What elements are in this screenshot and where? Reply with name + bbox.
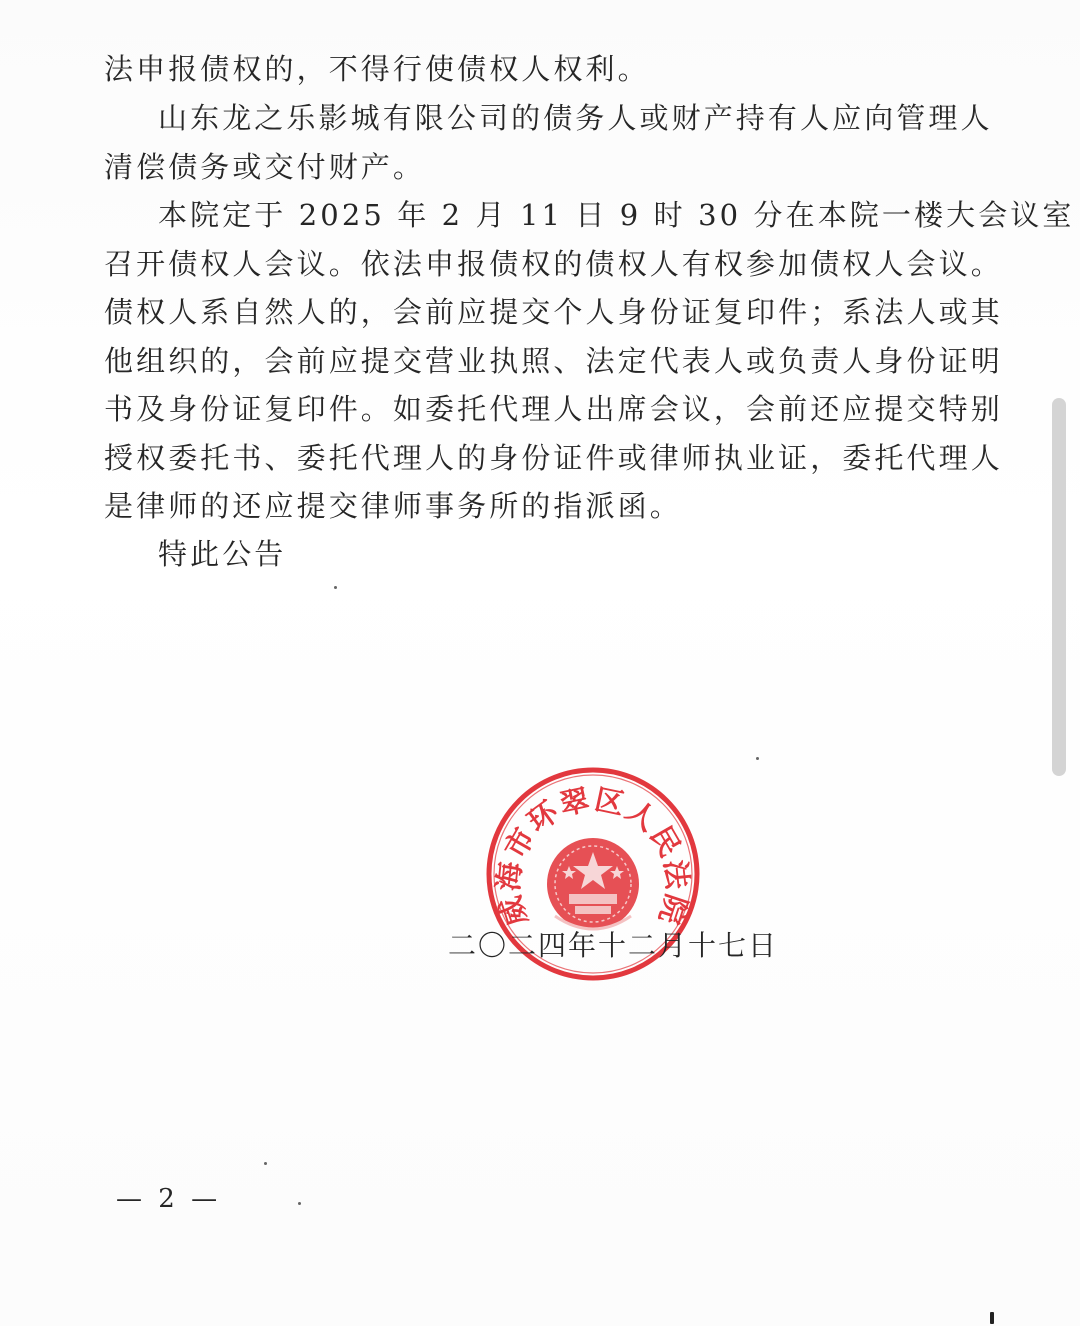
body-line-2: 山东龙之乐影城有限公司的债务人或财产持有人应向管理人: [158, 101, 993, 135]
page-number: — 2 —: [116, 1184, 222, 1214]
body-line-10: 是律师的还应提交律师事务所的指派函。: [104, 489, 682, 523]
body-line-8: 书及身份证复印件。如委托代理人出席会议，会前还应提交特别: [104, 392, 1003, 426]
seal-text: 威海市环翠区人民法院: [490, 781, 696, 931]
body-line-6: 债权人系自然人的，会前应提交个人身份证复印件；系法人或其: [104, 295, 1003, 329]
body-line-9: 授权委托书、委托代理人的身份证件或律师执业证，委托代理人: [104, 441, 1003, 475]
body-line-7: 他组织的，会前应提交营业执照、法定代表人或负责人身份证明: [104, 344, 1003, 378]
body-line-1: 法申报债权的，不得行使债权人权利。: [104, 52, 650, 86]
vertical-scrollbar[interactable]: [1052, 398, 1066, 776]
scan-speck: [298, 1202, 301, 1205]
scan-speck: [756, 757, 759, 760]
closing-line: 特此公告: [158, 537, 287, 571]
issue-date: 二〇二四年十二月十七日: [448, 929, 779, 962]
scan-speck: [264, 1162, 267, 1165]
scan-speck: [990, 1312, 994, 1324]
body-line-3: 清偿债务或交付财产。: [104, 150, 426, 184]
body-line-4: 本院定于 2025 年 2 月 11 日 9 时 30 分在本院一楼大会议室: [158, 198, 1075, 232]
body-line-5: 召开债权人会议。依法申报债权的债权人有权参加债权人会议。: [104, 247, 1003, 281]
scan-speck: [334, 586, 337, 589]
